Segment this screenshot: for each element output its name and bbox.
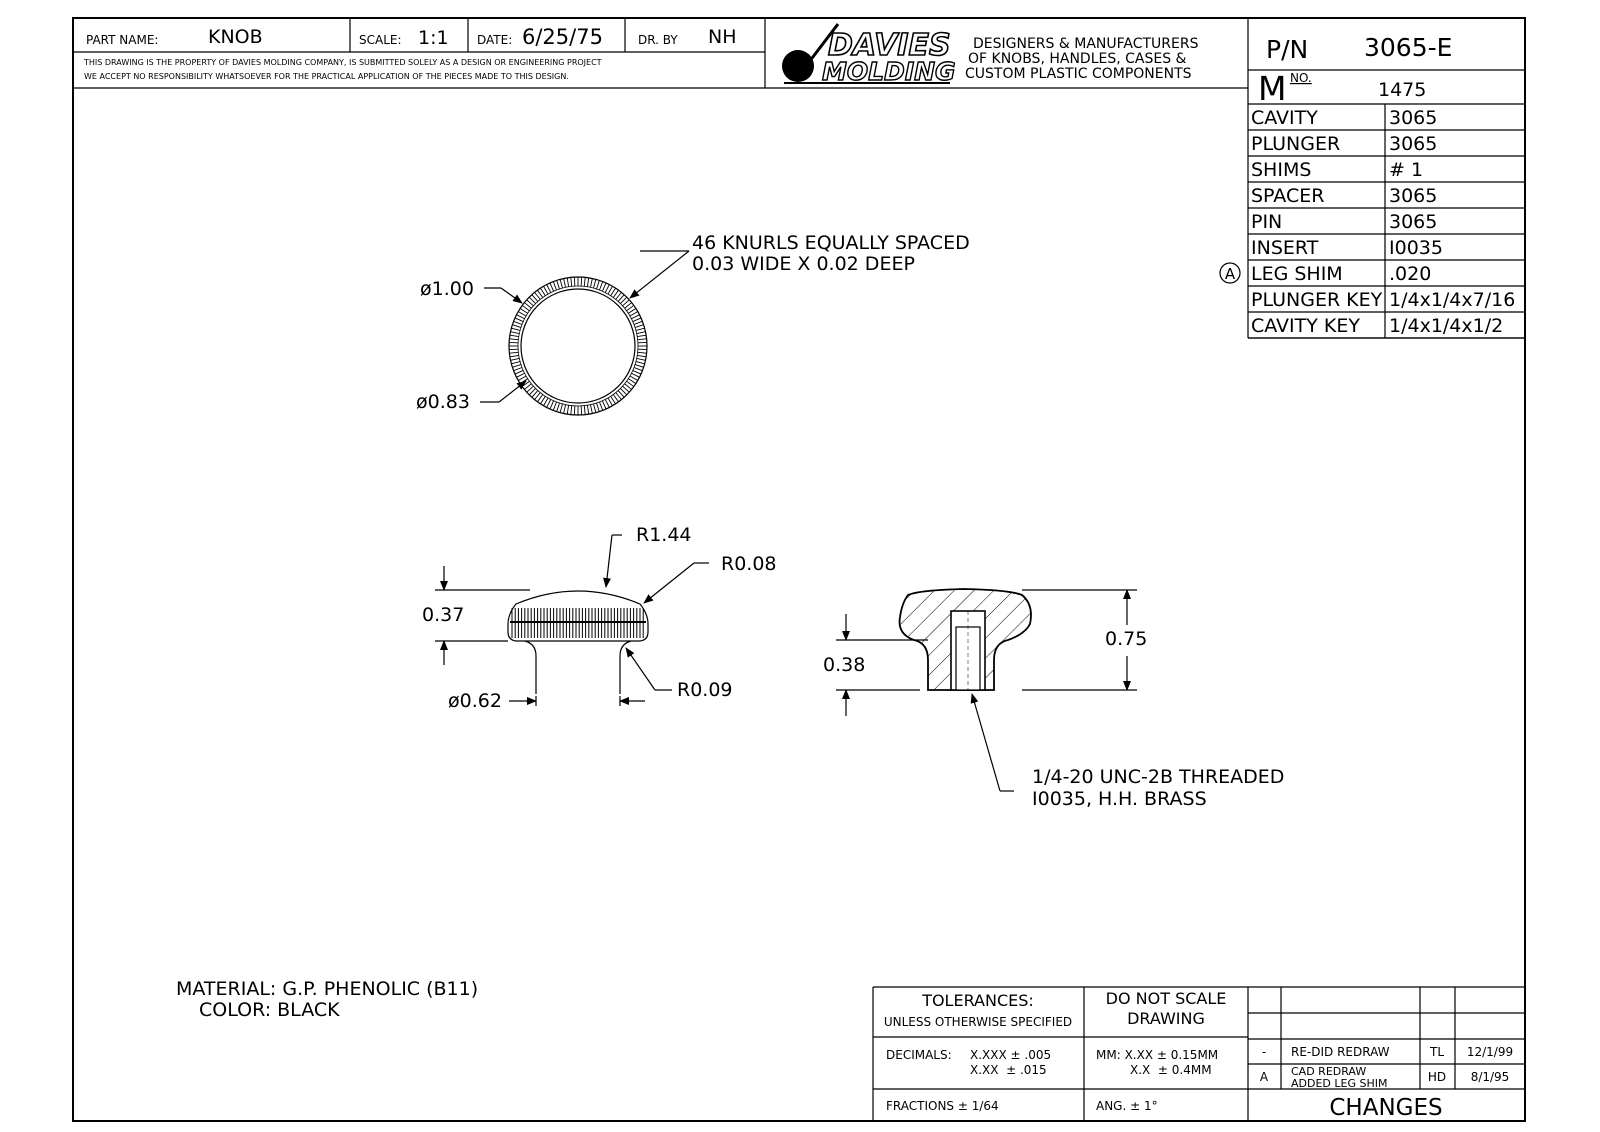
do-not-scale-1: DO NOT SCALE: [1105, 989, 1227, 1008]
m-number: 1475: [1378, 79, 1427, 101]
change-date: 12/1/99: [1466, 1045, 1514, 1059]
change-by: HD: [1427, 1070, 1447, 1084]
fractions-note: FRACTIONS ± 1/64: [886, 1099, 999, 1113]
davies-logo: [782, 24, 956, 86]
drawn-by-label: DR. BY: [638, 33, 678, 47]
info-row-value: 1/4x1/4x1/2: [1389, 315, 1504, 337]
dia-inner-label: ø0.83: [416, 391, 470, 413]
rev-marker: A: [1224, 265, 1236, 283]
info-row-label: PIN: [1251, 211, 1283, 233]
tagline-1: DESIGNERS & MANUFACTURERS: [973, 36, 1199, 52]
info-row-value: 3065: [1389, 133, 1438, 155]
change-date: 8/1/95: [1470, 1070, 1510, 1084]
change-desc-2: ADDED LEG SHIM: [1291, 1077, 1388, 1090]
logo-line-1: DAVIES: [828, 28, 951, 63]
tolerances-subtitle: UNLESS OTHERWISE SPECIFIED: [883, 1015, 1073, 1029]
r-edge-label: R0.08: [721, 553, 777, 575]
change-by: TL: [1429, 1045, 1445, 1059]
decimals-label: DECIMALS:: [886, 1048, 952, 1062]
changes-block: [1248, 987, 1525, 1121]
tolerances-title: TOLERANCES:: [922, 991, 1034, 1010]
change-rev: A: [1259, 1070, 1269, 1084]
sheet-border: [73, 18, 1525, 1121]
dia-stem-label: ø0.62: [448, 690, 502, 712]
angle-note: ANG. ± 1°: [1096, 1099, 1158, 1113]
change-desc: CAD REDRAW: [1291, 1065, 1367, 1078]
info-row-value: I0035: [1389, 237, 1443, 259]
info-row-value: 1/4x1/4x7/16: [1389, 289, 1516, 311]
logo-line-2: MOLDING: [822, 57, 956, 86]
thread-note-1: 1/4-20 UNC-2B THREADED: [1032, 766, 1285, 788]
info-row-label: LEG SHIM: [1251, 263, 1343, 285]
knurl-note-2: 0.03 WIDE X 0.02 DEEP: [692, 253, 915, 275]
change-rev: -: [1261, 1045, 1267, 1059]
side-view-knob: [508, 591, 648, 694]
info-row-label: SHIMS: [1251, 159, 1312, 181]
info-row-label: CAVITY: [1251, 107, 1318, 129]
scale-label: SCALE:: [359, 33, 402, 47]
decimals-2: X.XX ± .015: [970, 1063, 1047, 1077]
r-top-label: R1.44: [636, 524, 692, 546]
info-row-label: SPACER: [1251, 185, 1325, 207]
m-label: M: [1258, 69, 1287, 108]
change-desc: RE-DID REDRAW: [1291, 1045, 1390, 1059]
height-head-label: 0.37: [422, 604, 465, 626]
info-row-label: CAVITY KEY: [1251, 315, 1360, 337]
part-info-table: [1220, 18, 1525, 338]
drawn-by: NH: [708, 26, 737, 48]
do-not-scale-2: DRAWING: [1127, 1009, 1205, 1028]
info-row-value: .020: [1389, 263, 1432, 285]
info-row-label: INSERT: [1251, 237, 1319, 259]
disclaimer-line-1: THIS DRAWING IS THE PROPERTY OF DAVIES MOLDING COMPANY, IS SUBMITTED SOLELY AS A DESIGN OR ENGINEERING PROJECT: [84, 58, 602, 67]
info-row-label: PLUNGER KEY: [1251, 289, 1383, 311]
top-view-knob: [509, 277, 647, 415]
height-stem-label: 0.38: [823, 654, 866, 676]
mm-2: X.X ± 0.4MM: [1130, 1063, 1212, 1077]
disclaimer-line-2: WE ACCEPT NO RESPONSIBILITY WHATSOEVER FOR THE PRACTICAL APPLICATION OF THE PIECES MADE TO THIS DESIGN.: [84, 72, 569, 81]
decimals-1: X.XXX ± .005: [970, 1048, 1052, 1062]
m-sup: NO.: [1290, 71, 1312, 85]
info-row-value: # 1: [1389, 159, 1424, 181]
date-value: 6/25/75: [522, 25, 603, 49]
mm-1: MM: X.XX ± 0.15MM: [1096, 1048, 1219, 1062]
knurl-note-1: 46 KNURLS EQUALLY SPACED: [692, 232, 970, 254]
date-label: DATE:: [477, 33, 513, 47]
part-name: KNOB: [208, 26, 263, 48]
title-block: [73, 18, 1248, 88]
color-note: COLOR: BLACK: [199, 999, 340, 1021]
info-row-label: PLUNGER: [1251, 133, 1341, 155]
info-row-value: 3065: [1389, 185, 1438, 207]
scale-value: 1:1: [418, 27, 449, 49]
thread-note-2: I0035, H.H. BRASS: [1032, 788, 1207, 810]
pn-value: 3065-E: [1364, 33, 1453, 62]
pn-label: P/N: [1266, 35, 1309, 64]
tagline-3: CUSTOM PLASTIC COMPONENTS: [965, 66, 1192, 82]
info-row-value: 3065: [1389, 211, 1438, 233]
r-stem-label: R0.09: [677, 679, 733, 701]
info-row-value: 3065: [1389, 107, 1438, 129]
tagline-2: OF KNOBS, HANDLES, CASES &: [968, 51, 1187, 67]
material-note: MATERIAL: G.P. PHENOLIC (B11): [176, 978, 479, 1000]
height-total-label: 0.75: [1105, 628, 1148, 650]
changes-title: CHANGES: [1329, 1095, 1443, 1121]
dia-outer-label: ø1.00: [420, 278, 474, 300]
part-name-label: PART NAME:: [86, 33, 159, 47]
